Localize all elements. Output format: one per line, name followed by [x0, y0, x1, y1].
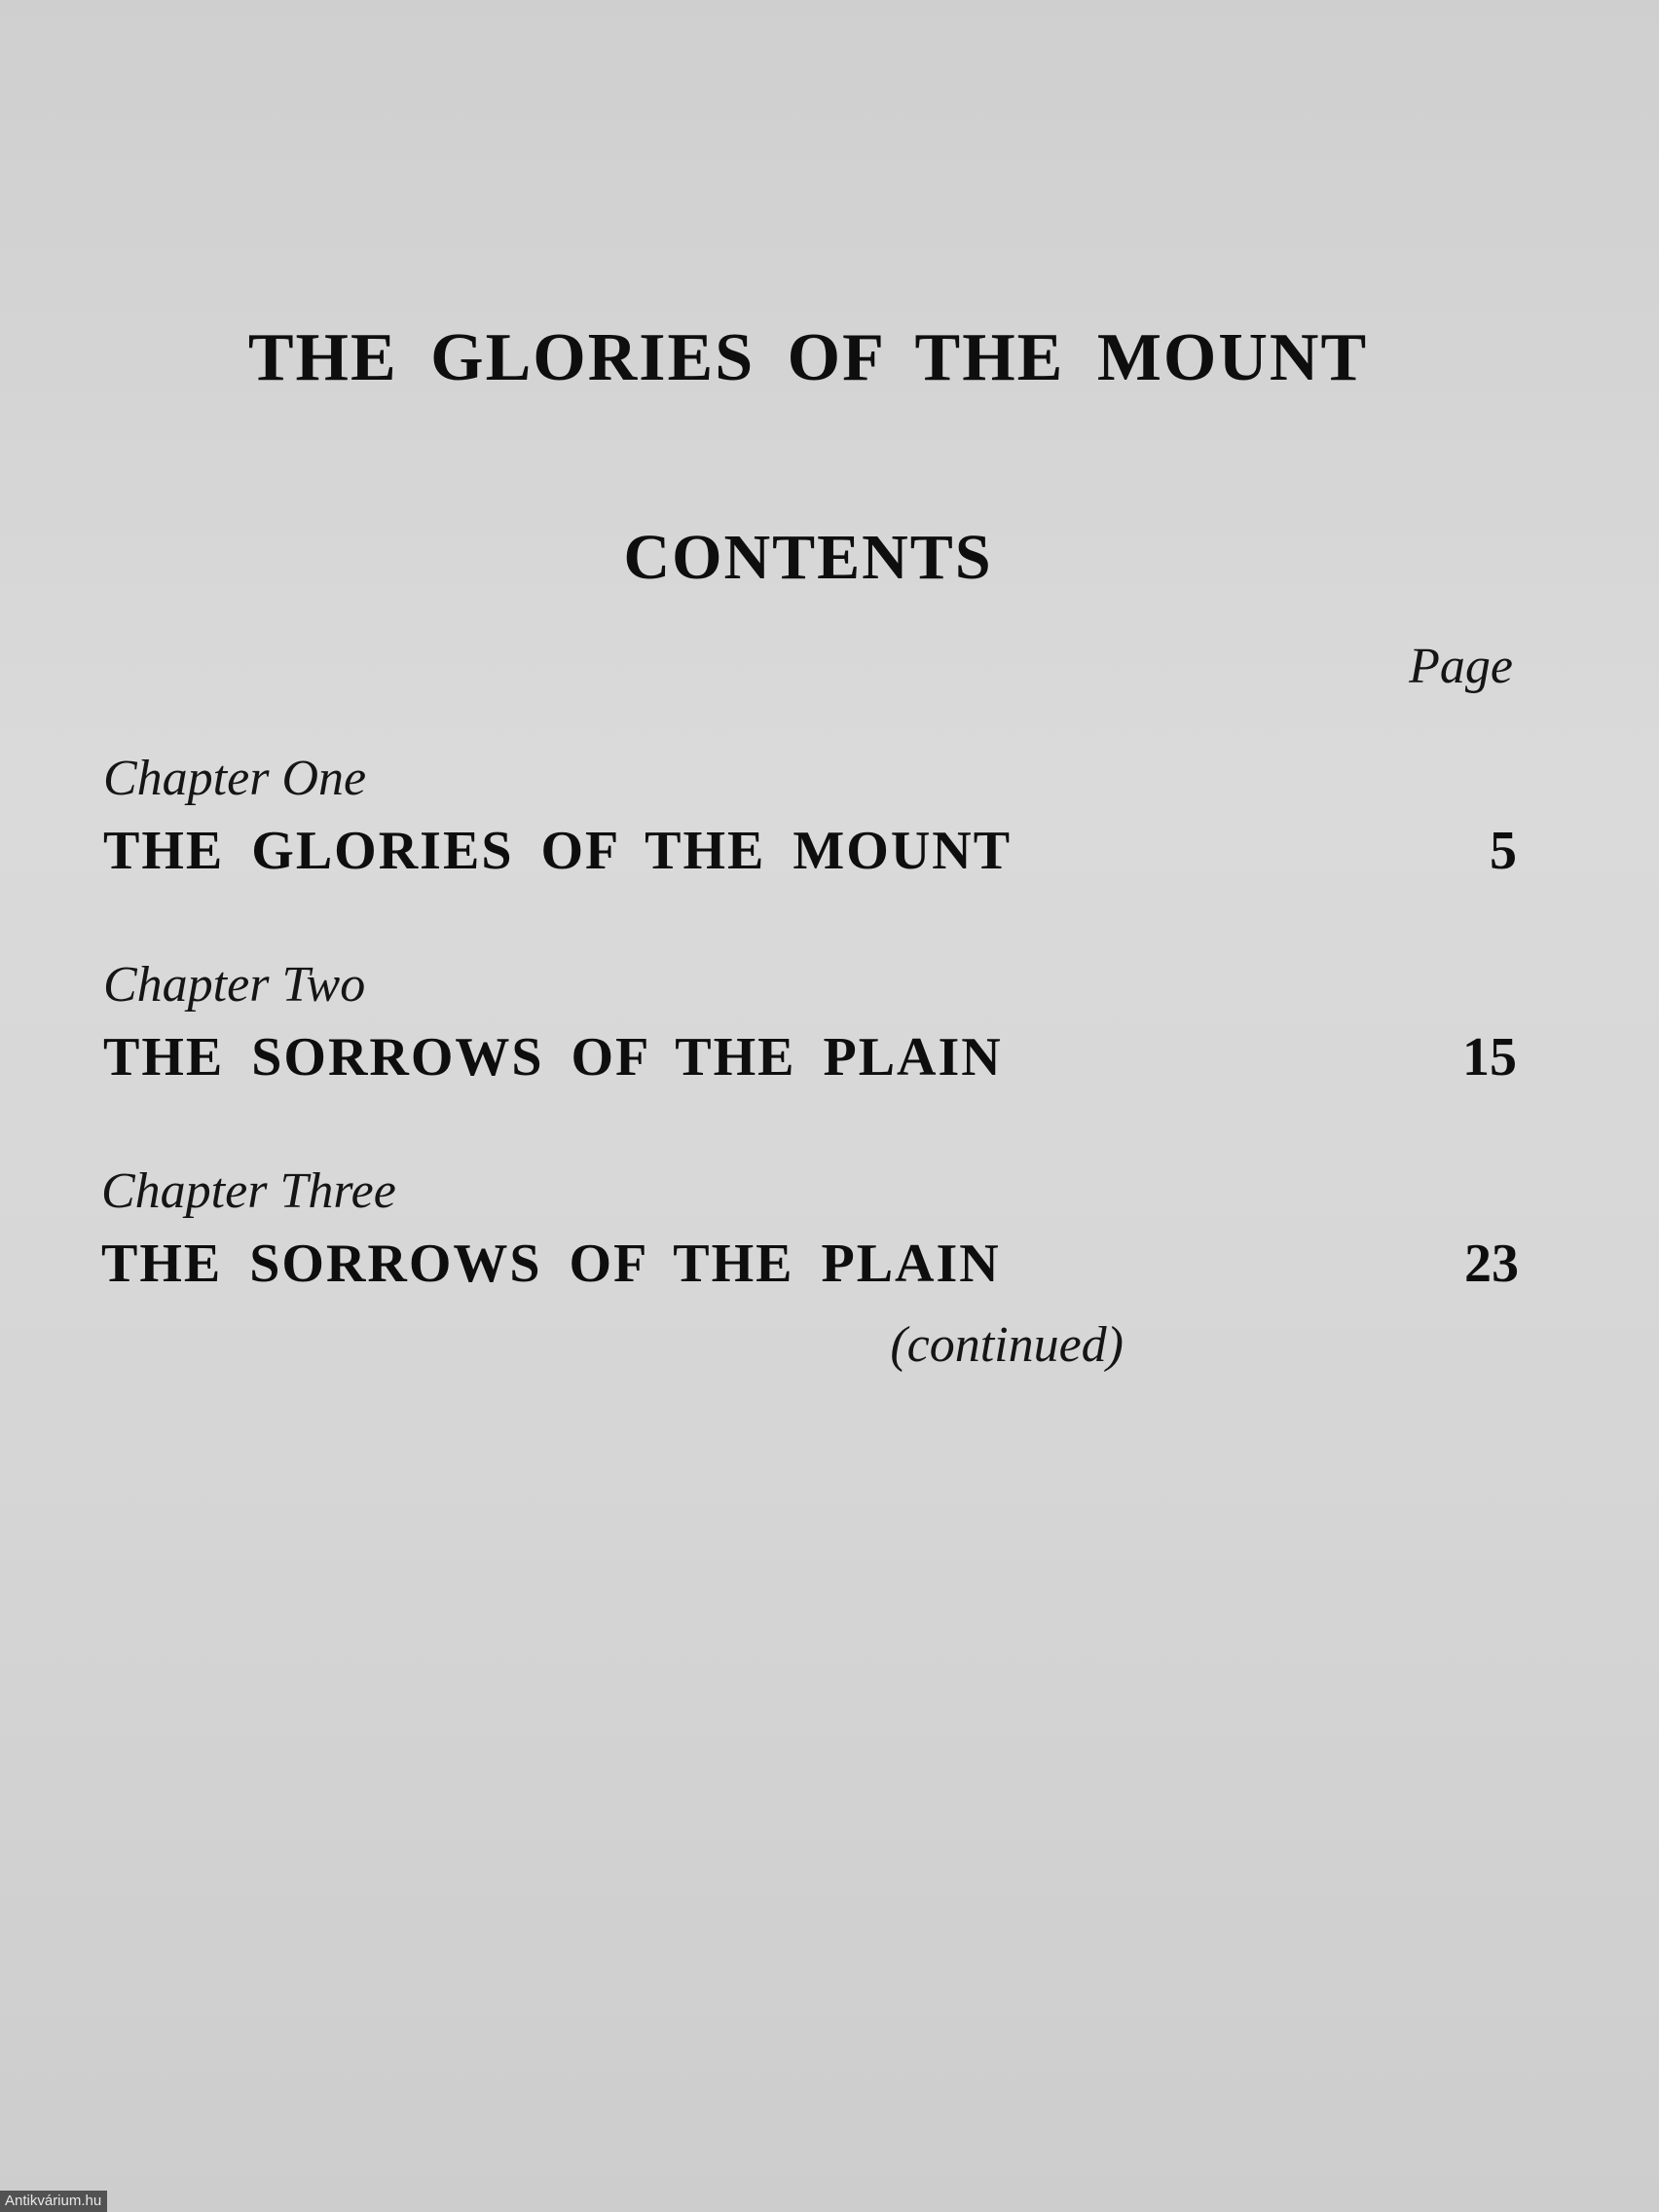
page-column-label: Page [1409, 639, 1513, 694]
chapter-title: THE SORROWS OF THE PLAIN [101, 1234, 1001, 1294]
chapter-title: THE SORROWS OF THE PLAIN [103, 1027, 1003, 1088]
contents-heading: CONTENTS [623, 522, 993, 593]
chapter-label: Chapter Two [103, 957, 366, 1013]
page-number: 15 [1462, 1027, 1517, 1088]
page-number: 23 [1464, 1234, 1519, 1294]
page-number: 5 [1490, 821, 1517, 881]
chapter-label: Chapter One [103, 751, 367, 806]
toc-entry-2 [103, 956, 1517, 1104]
toc-row [103, 820, 1517, 898]
watermark: Antikvárium.hu [0, 2191, 107, 2212]
chapter-label: Chapter Three [101, 1163, 396, 1219]
book-title: THE GLORIES OF THE MOUNT [247, 320, 1369, 395]
toc-row [101, 1233, 1519, 1373]
toc-entry-1 [103, 750, 1517, 898]
toc-entry-3 [101, 1162, 1519, 1373]
continued-note: (continued) [890, 1317, 1124, 1373]
toc-row [103, 1026, 1517, 1104]
chapter-title: THE GLORIES OF THE MOUNT [103, 821, 1013, 881]
